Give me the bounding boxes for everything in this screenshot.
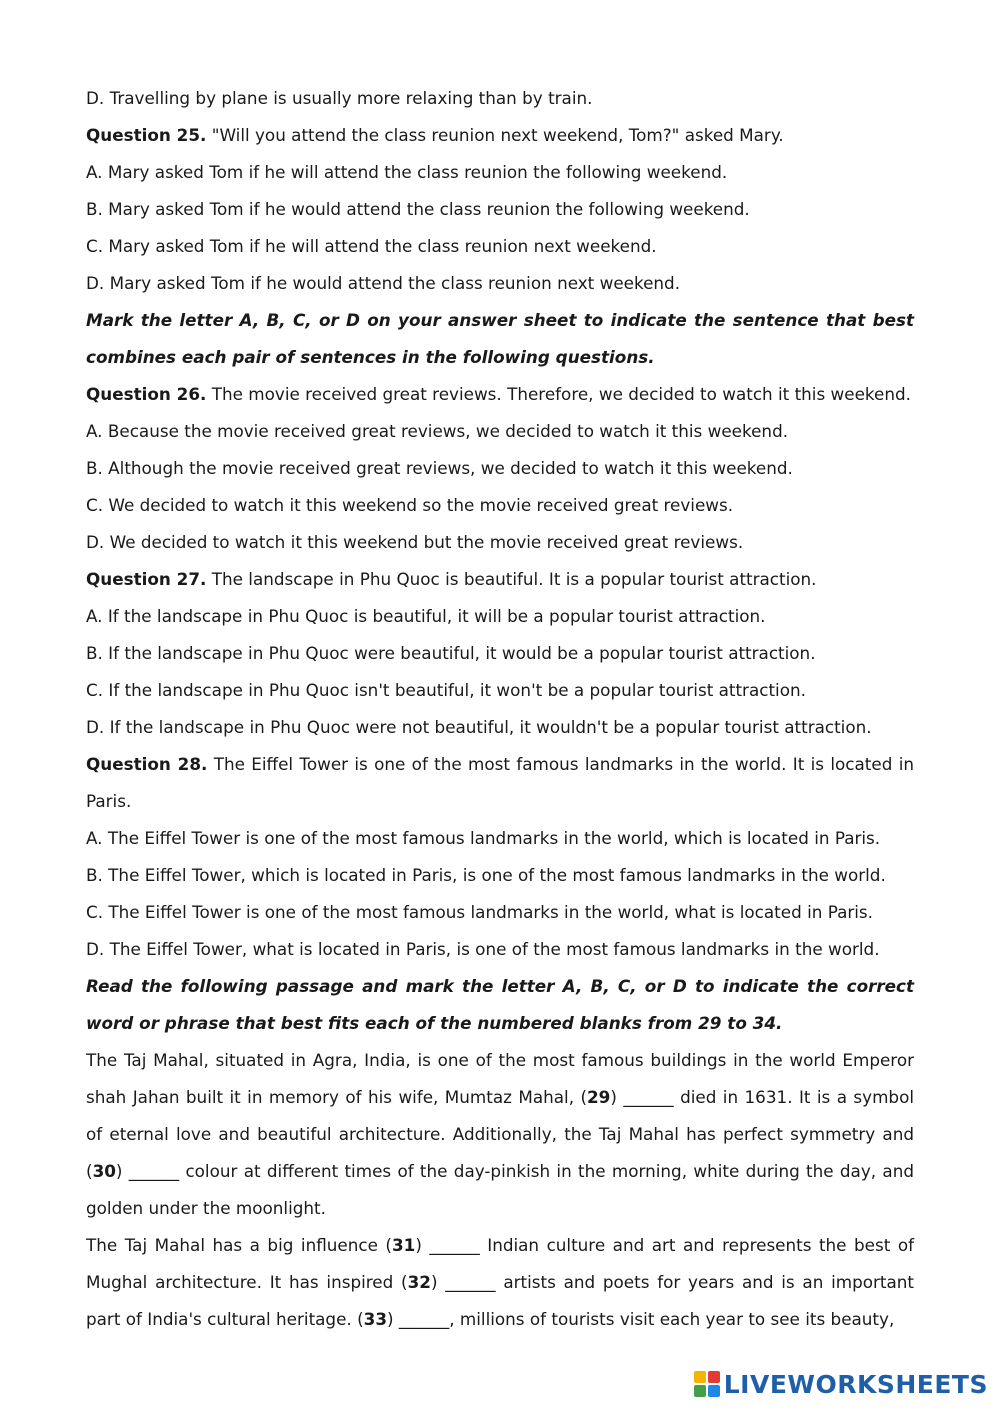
- q24-option-d: D. Travelling by plane is usually more relaxing than by train.: [86, 88, 593, 108]
- worksheet-page: [86, 80, 914, 1338]
- blank-number: 32: [407, 1272, 431, 1292]
- q26-option-b: B. Although the movie received great reviews, we decided to watch it this weekend.: [86, 458, 793, 478]
- question-prompt: The landscape in Phu Quoc is beautiful. It is a popular tourist attraction.: [206, 569, 817, 589]
- q26-option-c: C. We decided to watch it this weekend so the movie received great reviews.: [86, 495, 734, 515]
- passage-text: ) ______ artists and poets for years and is an important part of India's cultural heritage. (: [86, 1272, 915, 1329]
- question-number: Question 27.: [86, 569, 207, 589]
- q28-option-a: A. The Eiffel Tower is one of the most famous landmarks in the world, which is located in Paris.: [86, 828, 881, 848]
- passage-text: The Taj Mahal has a big influence (: [86, 1235, 392, 1255]
- q25-option-d: D. Mary asked Tom if he would attend the class reunion next weekend.: [86, 273, 681, 293]
- q25-option-c: C. Mary asked Tom if he will attend the class reunion next weekend.: [86, 236, 657, 256]
- q25-option-b: B. Mary asked Tom if he would attend the class reunion the following weekend.: [86, 199, 750, 219]
- question-number: Question 26.: [86, 384, 207, 404]
- logo-icon: [694, 1371, 720, 1397]
- q25-option-a: A. Mary asked Tom if he will attend the class reunion the following weekend.: [86, 162, 728, 182]
- question-number: Question 28.: [86, 754, 208, 774]
- blank-number: 33: [363, 1309, 387, 1329]
- passage-text: ) ______ Indian culture and art and represents the best of Mughal architecture. It has inspired (: [86, 1235, 914, 1292]
- passage-text: ) ______ colour at different times of the day-pinkish in the morning, white during the day, and golden under the moonlight.: [86, 1161, 914, 1218]
- q28-option-c: C. The Eiffel Tower is one of the most famous landmarks in the world, what is located in Paris.: [86, 902, 873, 922]
- q27-option-d: D. If the landscape in Phu Quoc were not beautiful, it wouldn't be a popular tourist attraction.: [86, 717, 872, 737]
- passage-paragraph-1: [86, 1042, 914, 1227]
- q27-option-c: C. If the landscape in Phu Quoc isn't beautiful, it won't be a popular tourist attraction.: [86, 680, 806, 700]
- passage-paragraph-2: [86, 1227, 914, 1338]
- q26-option-d: D. We decided to watch it this weekend but the movie received great reviews.: [86, 532, 744, 552]
- q28-option-b: B. The Eiffel Tower, which is located in Paris, is one of the most famous landmarks in the world.: [86, 865, 886, 885]
- blank-number: 30: [92, 1161, 116, 1181]
- passage-text: ) ______, millions of tourists visit each year to see its beauty,: [387, 1309, 895, 1329]
- question-prompt: "Will you attend the class reunion next weekend, Tom?" asked Mary.: [206, 125, 784, 145]
- instruction-passage: Read the following passage and mark the letter A, B, C, or D to indicate the correct word or phrase that best fits each of the numbered blanks from 29 to 34.: [86, 976, 914, 1033]
- question-prompt: The Eiffel Tower is one of the most famous landmarks in the world. It is located in Paris.: [86, 754, 914, 811]
- q26-option-a: A. Because the movie received great reviews, we decided to watch it this weekend.: [86, 421, 789, 441]
- question-26: [86, 376, 914, 413]
- passage-text: ) ______ died in 1631. It is a symbol of eternal love and beautiful architecture. Additionally, the Taj Mahal has perfect symmetry and (: [86, 1087, 914, 1181]
- instruction-combine: Mark the letter A, B, C, or D on your answer sheet to indicate the sentence that best combines each pair of sentences in the following questions.: [86, 310, 914, 367]
- question-number: Question 25.: [86, 125, 207, 145]
- question-prompt: The movie received great reviews. Therefore, we decided to watch it this weekend.: [206, 384, 911, 404]
- liveworksheets-logo[interactable]: [694, 1368, 988, 1400]
- question-28: [86, 746, 914, 820]
- q27-option-b: B. If the landscape in Phu Quoc were beautiful, it would be a popular tourist attraction.: [86, 643, 816, 663]
- q27-option-a: A. If the landscape in Phu Quoc is beautiful, it will be a popular tourist attraction.: [86, 606, 766, 626]
- logo-text: LIVEWORKSHEETS: [723, 1369, 988, 1399]
- blank-number: 29: [587, 1087, 611, 1107]
- question-25: [86, 117, 914, 154]
- blank-number: 31: [391, 1235, 416, 1255]
- question-27: [86, 561, 914, 598]
- passage-text: The Taj Mahal, situated in Agra, India, is one of the most famous buildings in the world Emperor shah Jahan built it in memory of his wife, Mumtaz Mahal, (: [86, 1050, 914, 1107]
- q28-option-d: D. The Eiffel Tower, what is located in Paris, is one of the most famous landmarks in the world.: [86, 939, 880, 959]
